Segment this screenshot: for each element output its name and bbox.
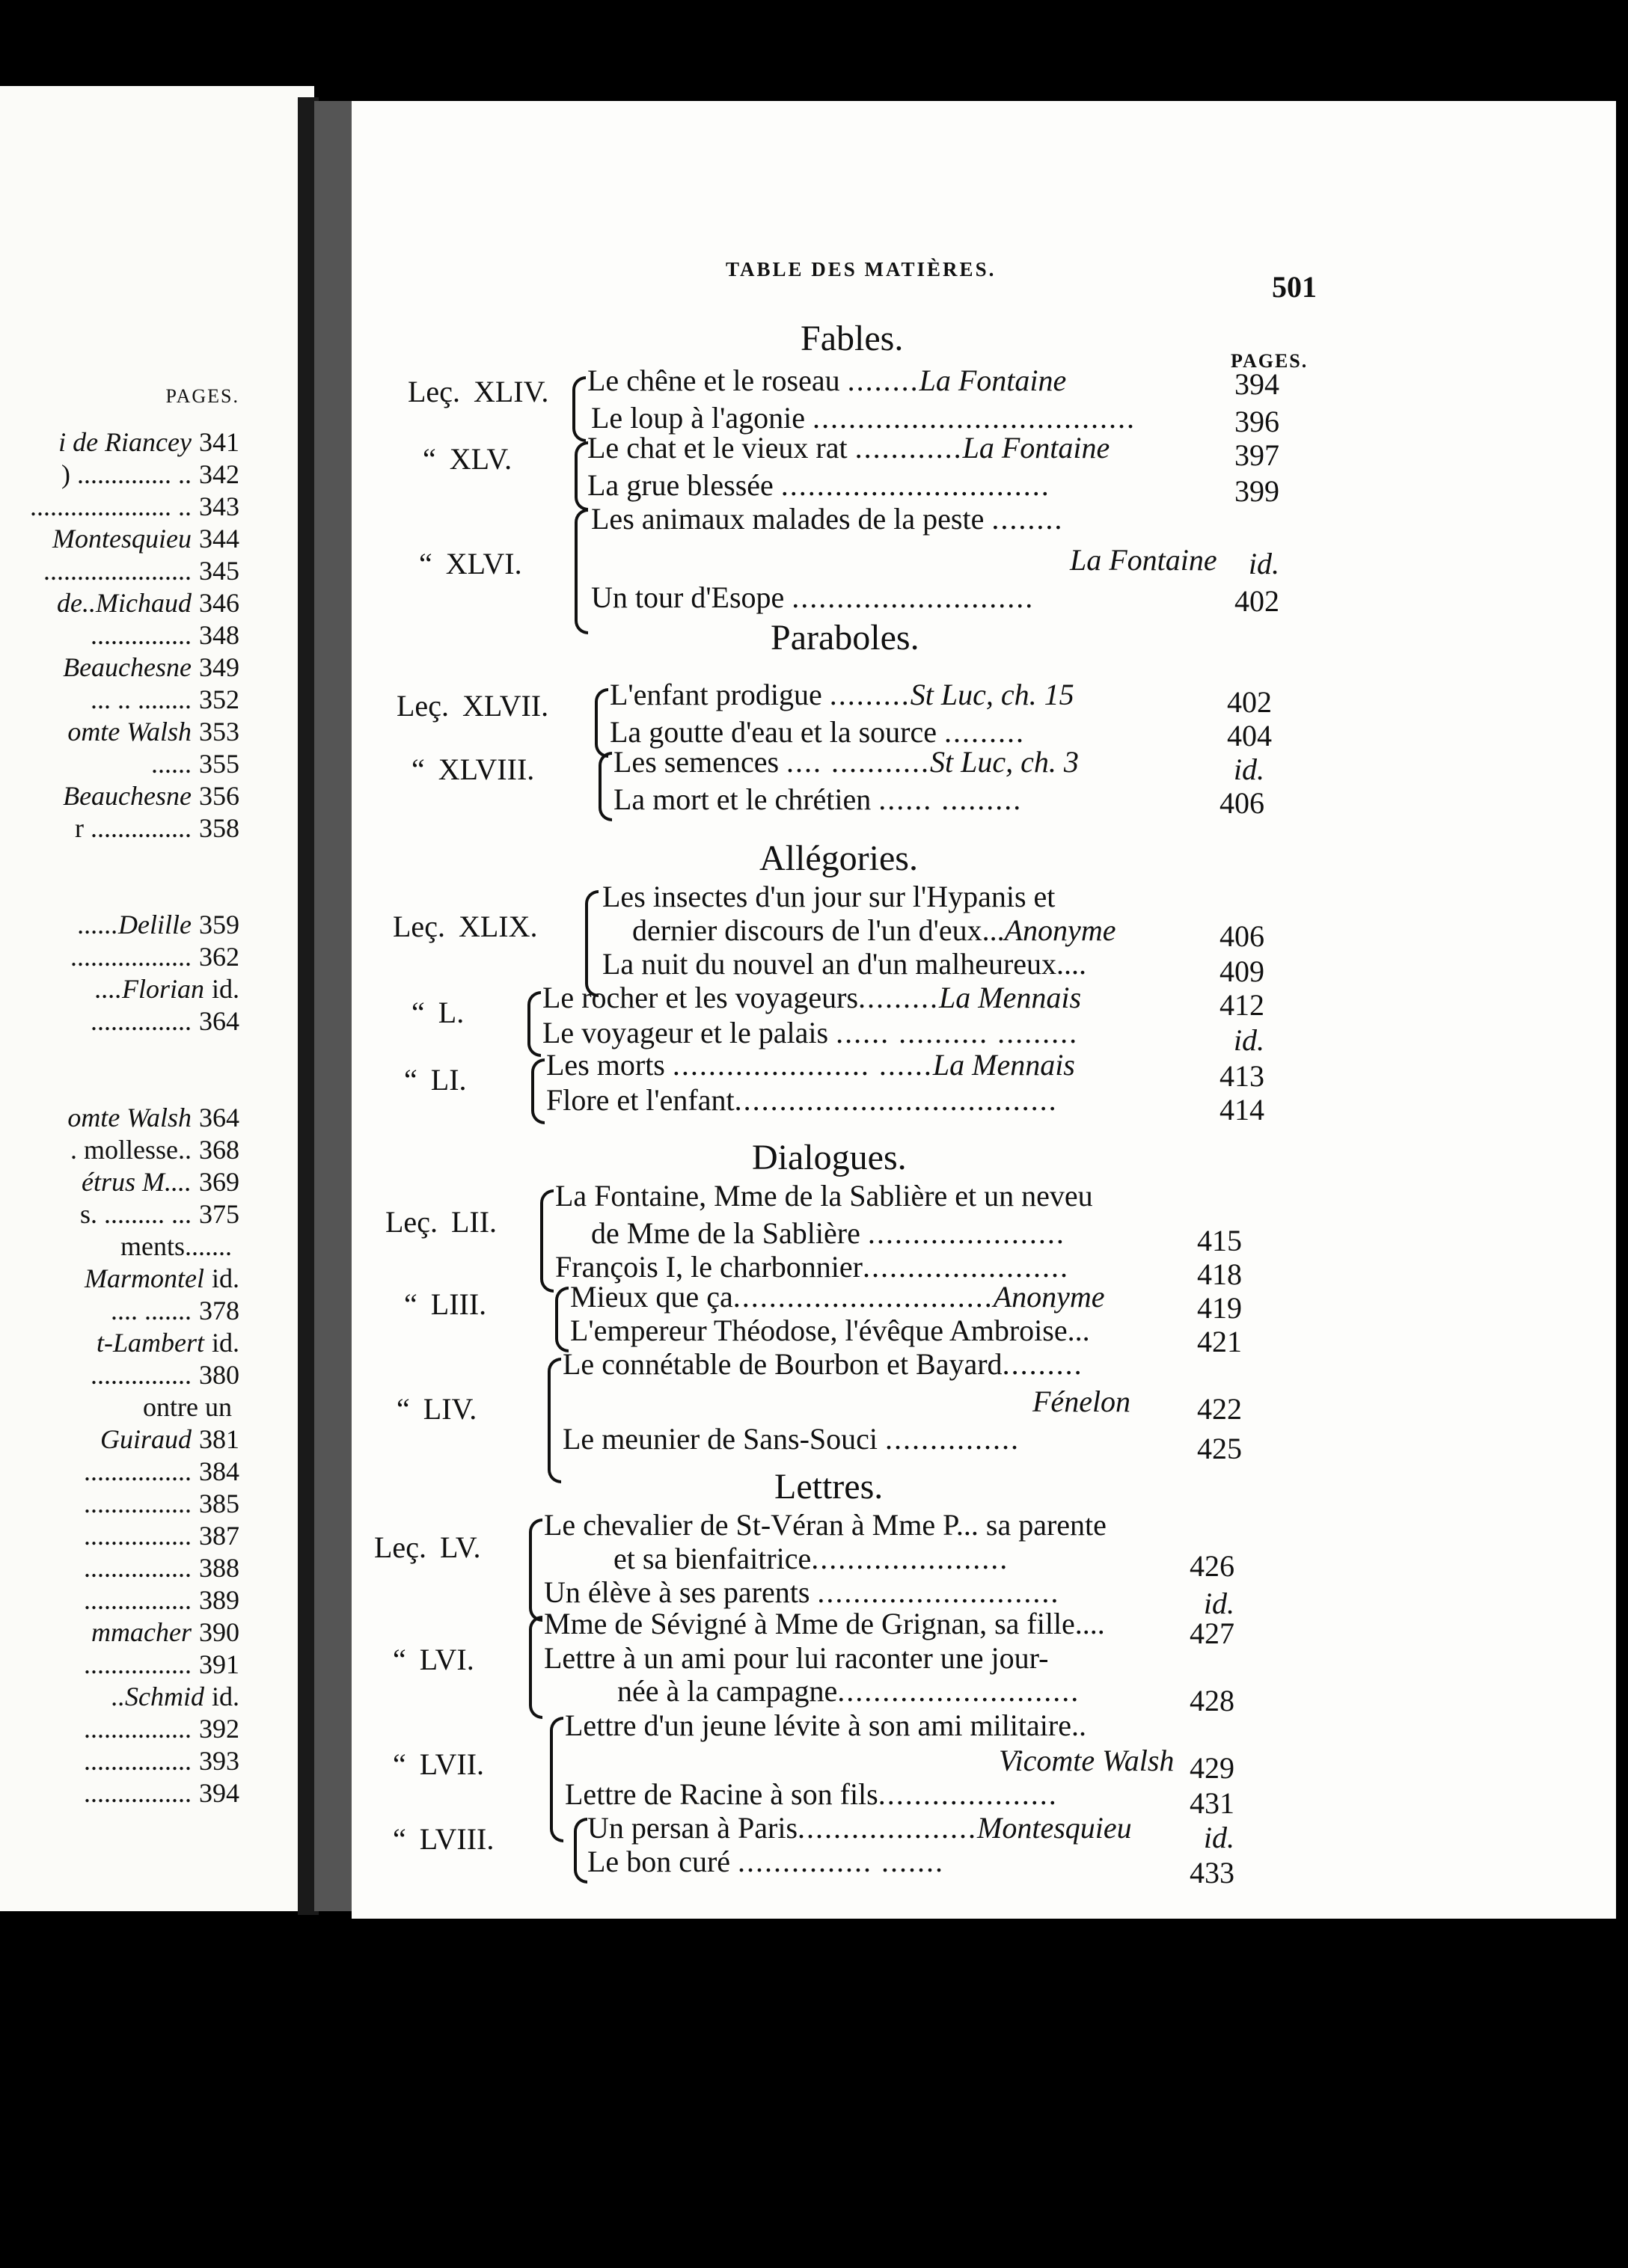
toc-entry: Un tour d'Esope ........................... <box>591 580 1035 614</box>
toc-entry: née à la campagne........................... <box>617 1674 1080 1708</box>
left-toc-row <box>0 1166 239 1198</box>
left-toc-text: .................. <box>70 942 192 972</box>
left-toc-text: Montesquieu <box>52 524 192 554</box>
left-toc-text: omte Walsh <box>67 717 192 747</box>
left-toc-text: ............... <box>91 1006 192 1036</box>
left-toc-page: 343 <box>199 491 239 521</box>
left-toc-page: 375 <box>199 1199 239 1229</box>
left-toc-row <box>0 1584 239 1616</box>
toc-author: Vicomte Walsh <box>999 1744 1175 1777</box>
left-toc-text: Beauchesne <box>63 781 192 811</box>
toc-entry: Le chat et le vieux rat ............La Fontaine <box>587 431 1110 465</box>
left-toc-text: ................ <box>84 1456 192 1486</box>
left-toc-page: 364 <box>199 1006 239 1036</box>
pages-label: PAGES. <box>1231 350 1309 372</box>
right-page <box>352 101 1616 1919</box>
brace <box>550 1717 563 1842</box>
left-toc-text: ................ <box>84 1649 192 1679</box>
brace <box>548 1358 561 1483</box>
lecon-58-label: “ LVIII. <box>393 1822 495 1856</box>
page-ref: 415 <box>1197 1224 1242 1257</box>
page-ref: 431 <box>1190 1786 1234 1820</box>
left-toc-row <box>0 780 239 812</box>
page-ref: 433 <box>1190 1856 1234 1890</box>
toc-entry: Lettre de Racine à son fils.................... <box>565 1777 1058 1811</box>
left-toc-text: mmacher <box>91 1617 192 1647</box>
page-ref: id. <box>1233 753 1264 786</box>
left-toc-list <box>0 426 239 1809</box>
toc-entry: François I, le charbonnier....................... <box>555 1250 1069 1284</box>
left-toc-row <box>0 1038 239 1070</box>
left-toc-page: 364 <box>199 1103 239 1133</box>
left-toc-row <box>0 1230 239 1263</box>
left-toc-page: 342 <box>199 459 239 489</box>
left-toc-page: 389 <box>199 1585 239 1615</box>
page-ref: 413 <box>1220 1059 1264 1093</box>
lecon-54-label: “ LIV. <box>397 1392 477 1426</box>
left-toc-text: Marmontel <box>85 1263 204 1293</box>
page-ref: 394 <box>1234 367 1279 401</box>
left-toc-row <box>0 1423 239 1456</box>
lecon-45-label: “ XLV. <box>423 442 512 476</box>
page-ref: 429 <box>1190 1751 1234 1785</box>
brace <box>574 1818 587 1884</box>
left-toc-row <box>0 877 239 909</box>
left-toc-text: ....Florian <box>94 974 204 1004</box>
left-toc-row <box>0 1070 239 1102</box>
left-toc-text: ..................... .. <box>30 491 192 521</box>
left-toc-text: ............... <box>91 620 192 650</box>
lecon-46-label: “ XLVI. <box>419 547 522 580</box>
page-ref: 406 <box>1220 786 1264 820</box>
toc-entry: L'empereur Théodose, l'évêque Ambroise... <box>570 1314 1090 1347</box>
toc-entry: La nuit du nouvel an d'un malheureux.... <box>602 947 1087 981</box>
lecon-51-label: “ LI. <box>404 1063 467 1097</box>
page-ref: 397 <box>1234 438 1279 472</box>
brace <box>575 509 588 634</box>
section-fables: Fables. <box>801 319 904 358</box>
lecon-44-label: Leç. XLIV. <box>408 375 549 408</box>
page-ref: 399 <box>1234 474 1279 508</box>
page-ref: 402 <box>1227 685 1272 719</box>
page-ref: id. <box>1203 1587 1234 1620</box>
left-toc-row <box>0 1134 239 1166</box>
lecon-57-label: “ LVII. <box>393 1747 485 1781</box>
left-toc-page: 380 <box>199 1360 239 1390</box>
left-toc-page: 349 <box>199 652 239 682</box>
left-pages-header: PAGES. <box>165 385 239 407</box>
left-toc-text: t-Lambert <box>96 1328 204 1358</box>
left-toc-row <box>0 1295 239 1327</box>
toc-entry: La mort et le chrétien ...... ......... <box>613 782 1023 816</box>
page-ref: 422 <box>1197 1392 1242 1426</box>
toc-author: La Fontaine <box>1070 543 1217 577</box>
page-ref: id. <box>1203 1821 1234 1854</box>
page-ref: 406 <box>1220 919 1264 953</box>
left-toc-text: ................ <box>84 1778 192 1808</box>
brace <box>540 1189 554 1293</box>
left-toc-row <box>0 1616 239 1649</box>
section-allegories: Allégories. <box>759 839 918 878</box>
left-toc-row <box>0 1102 239 1134</box>
left-toc-page: 387 <box>199 1521 239 1551</box>
page-ref: 414 <box>1220 1093 1264 1127</box>
toc-entry: Les animaux malades de la peste ........ <box>591 502 1064 536</box>
toc-entry: Lettre d'un jeune lévite à son ami militaire.. <box>565 1708 1086 1742</box>
folio-number: 501 <box>1272 270 1317 304</box>
left-toc-text: de..Michaud <box>57 588 192 618</box>
page-ref: 421 <box>1197 1325 1242 1358</box>
toc-entry: Le voyageur et le palais ...... .......... ......... <box>542 1016 1079 1049</box>
left-toc-page: 341 <box>199 427 239 457</box>
left-toc-row <box>0 555 239 587</box>
page-ref: 427 <box>1190 1616 1234 1650</box>
left-toc-row <box>0 652 239 684</box>
toc-entry: Le bon curé ............... ....... <box>587 1845 945 1878</box>
brace <box>555 1287 569 1352</box>
toc-entry: Le connétable de Bourbon et Bayard......... <box>563 1347 1083 1381</box>
toc-entry: La goutte d'eau et la source ......... <box>610 715 1026 749</box>
page-ref: 428 <box>1190 1684 1234 1717</box>
lecon-52-label: Leç. LII. <box>385 1205 498 1239</box>
brace <box>529 1616 542 1719</box>
left-toc-page: id. <box>211 1682 239 1711</box>
left-toc-page: 355 <box>199 749 239 779</box>
toc-entry: Un élève à ses parents ........................... <box>544 1575 1060 1609</box>
toc-entry: Les semences .... ...........St Luc, ch. 3 <box>613 745 1079 779</box>
left-toc-text: ................ <box>84 1489 192 1518</box>
toc-entry: Mieux que ça.............................Anonyme <box>570 1280 1105 1314</box>
toc-entry: Mme de Sévigné à Mme de Grignan, sa fille.... <box>544 1607 1105 1640</box>
page-ref: 396 <box>1234 405 1279 438</box>
left-toc-row <box>0 1552 239 1584</box>
section-paraboles: Paraboles. <box>771 618 919 658</box>
lecon-55-label: Leç. LV. <box>374 1530 481 1564</box>
left-toc-row <box>0 684 239 716</box>
left-toc-page: id. <box>211 1263 239 1293</box>
brace <box>529 1518 542 1622</box>
left-toc-row <box>0 1198 239 1230</box>
left-toc-page: 378 <box>199 1296 239 1325</box>
book-gutter <box>314 101 352 1911</box>
running-head: TABLE DES MATIÈRES. <box>726 258 997 281</box>
left-toc-text: ......Delille <box>78 910 192 940</box>
left-toc-row <box>0 909 239 941</box>
left-toc-page: 391 <box>199 1649 239 1679</box>
page-ref: 426 <box>1190 1549 1234 1583</box>
left-toc-text: ...................... <box>43 556 192 586</box>
page-ref: 404 <box>1227 719 1272 753</box>
left-toc-page: 392 <box>199 1714 239 1744</box>
toc-entry: dernier discours de l'un d'eux...Anonyme <box>632 913 1116 947</box>
page-ref: 409 <box>1220 954 1264 988</box>
toc-entry: Les morts ...................... ......La Mennais <box>546 1048 1075 1082</box>
left-toc-page: 348 <box>199 620 239 650</box>
left-toc-row <box>0 426 239 459</box>
left-toc-row <box>0 1327 239 1359</box>
left-toc-page: 390 <box>199 1617 239 1647</box>
left-toc-text: ................ <box>84 1746 192 1776</box>
left-toc-text: ) .............. .. <box>61 459 192 489</box>
toc-entry: Le loup à l'agonie .................................... <box>591 401 1136 435</box>
toc-entry: La grue blessée .............................. <box>587 468 1050 502</box>
page-ref: 412 <box>1220 988 1264 1022</box>
left-toc-text: ... .. ........ <box>91 684 192 714</box>
left-toc-text: Guiraud <box>100 1424 192 1454</box>
left-page <box>0 86 314 1911</box>
left-toc-row <box>0 619 239 652</box>
toc-entry: La Fontaine, Mme de la Sablière et un neveu <box>555 1179 1093 1213</box>
left-toc-row <box>0 491 239 523</box>
left-toc-row <box>0 1745 239 1777</box>
left-toc-page: 344 <box>199 524 239 554</box>
lecon-53-label: “ LIII. <box>404 1287 487 1321</box>
left-toc-text: ..Schmid <box>111 1682 204 1711</box>
page-ref: id. <box>1233 1023 1264 1057</box>
left-toc-text: r ............... <box>75 813 192 843</box>
left-toc-row <box>0 973 239 1005</box>
left-toc-text: . mollesse.. <box>70 1135 192 1165</box>
left-toc-page: 368 <box>199 1135 239 1165</box>
page-ref: 425 <box>1197 1432 1242 1465</box>
left-toc-row <box>0 1713 239 1745</box>
left-toc-row <box>0 1005 239 1038</box>
left-toc-page: 353 <box>199 717 239 747</box>
lecon-49-label: Leç. XLIX. <box>393 910 538 943</box>
page-ref: 402 <box>1234 584 1279 618</box>
brace <box>531 1058 545 1124</box>
left-toc-text: ments....... <box>120 1231 232 1261</box>
left-toc-row <box>0 1359 239 1391</box>
brace <box>599 752 612 821</box>
left-toc-row <box>0 459 239 491</box>
left-toc-page: 393 <box>199 1746 239 1776</box>
left-toc-text: ...... <box>151 749 192 779</box>
lecon-56-label: “ LVI. <box>393 1643 474 1676</box>
page-ref: 419 <box>1197 1291 1242 1325</box>
brace <box>595 688 608 758</box>
left-toc-row <box>0 1520 239 1552</box>
left-toc-text: s. ......... ... <box>79 1199 192 1229</box>
left-toc-page: 356 <box>199 781 239 811</box>
left-toc-row <box>0 587 239 619</box>
left-toc-text: .... ....... <box>111 1296 192 1325</box>
left-toc-row <box>0 1488 239 1520</box>
page-ref: id. <box>1248 547 1279 580</box>
left-toc-text: ................ <box>84 1714 192 1744</box>
left-toc-page: 352 <box>199 684 239 714</box>
left-toc-text: ................ <box>84 1521 192 1551</box>
left-toc-page: 358 <box>199 813 239 843</box>
toc-entry: Un persan à Paris....................Montesquieu <box>587 1811 1132 1845</box>
brace <box>527 991 541 1057</box>
left-toc-text: ................ <box>84 1553 192 1583</box>
toc-entry: Le chêne et le roseau ........La Fontaine <box>587 364 1067 397</box>
page-ref: 418 <box>1197 1257 1242 1291</box>
lecon-48-label: “ XLVIII. <box>411 753 535 786</box>
left-toc-row <box>0 523 239 555</box>
toc-entry: Les insectes d'un jour sur l'Hypanis et <box>602 880 1056 913</box>
toc-author: Fénelon <box>1032 1385 1131 1418</box>
left-toc-text: i de Riancey <box>58 427 192 457</box>
left-toc-row <box>0 1649 239 1681</box>
brace <box>572 376 586 442</box>
left-toc-text: omte Walsh <box>67 1103 192 1133</box>
brace <box>575 441 588 511</box>
left-toc-page: 359 <box>199 910 239 940</box>
left-toc-text: ................ <box>84 1585 192 1615</box>
left-toc-page: 394 <box>199 1778 239 1808</box>
left-toc-page: 362 <box>199 942 239 972</box>
left-toc-text: ............... <box>91 1360 192 1390</box>
left-toc-row <box>0 812 239 845</box>
toc-entry: Flore et l'enfant.................................... <box>546 1083 1058 1117</box>
left-toc-page: 384 <box>199 1456 239 1486</box>
left-toc-page: 388 <box>199 1553 239 1583</box>
lecon-47-label: Leç. XLVII. <box>397 689 549 723</box>
toc-entry: Le chevalier de St-Véran à Mme P... sa parente <box>544 1508 1107 1542</box>
lecon-50-label: “ L. <box>411 996 465 1029</box>
toc-entry: Lettre à un ami pour lui raconter une jour- <box>544 1641 1049 1675</box>
section-lettres: Lettres. <box>774 1467 884 1507</box>
left-toc-row <box>0 1681 239 1713</box>
left-toc-page: 345 <box>199 556 239 586</box>
left-toc-page: id. <box>211 974 239 1004</box>
left-toc-row <box>0 1456 239 1488</box>
left-toc-row <box>0 941 239 973</box>
toc-entry: et sa bienfaitrice...................... <box>613 1542 1009 1575</box>
left-toc-row <box>0 716 239 748</box>
toc-entry: Le meunier de Sans-Souci ............... <box>563 1422 1020 1456</box>
toc-entry: Le rocher et les voyageurs.........La Mennais <box>542 981 1082 1014</box>
left-toc-row <box>0 845 239 877</box>
left-toc-page: id. <box>211 1328 239 1358</box>
left-toc-page: 381 <box>199 1424 239 1454</box>
section-dialogues: Dialogues. <box>752 1138 907 1177</box>
left-toc-row <box>0 1391 239 1423</box>
toc-entry: L'enfant prodigue .........St Luc, ch. 15 <box>610 678 1074 711</box>
left-toc-row <box>0 748 239 780</box>
left-toc-text: ontre un <box>143 1392 232 1422</box>
left-toc-page: 369 <box>199 1167 239 1197</box>
toc-entry: de Mme de la Sablière ...................... <box>591 1216 1065 1250</box>
left-toc-row <box>0 1263 239 1295</box>
left-toc-text: Beauchesne <box>63 652 192 682</box>
left-toc-text: étrus M.... <box>82 1167 192 1197</box>
left-toc-page: 385 <box>199 1489 239 1518</box>
left-toc-page: 346 <box>199 588 239 618</box>
left-toc-row <box>0 1777 239 1809</box>
